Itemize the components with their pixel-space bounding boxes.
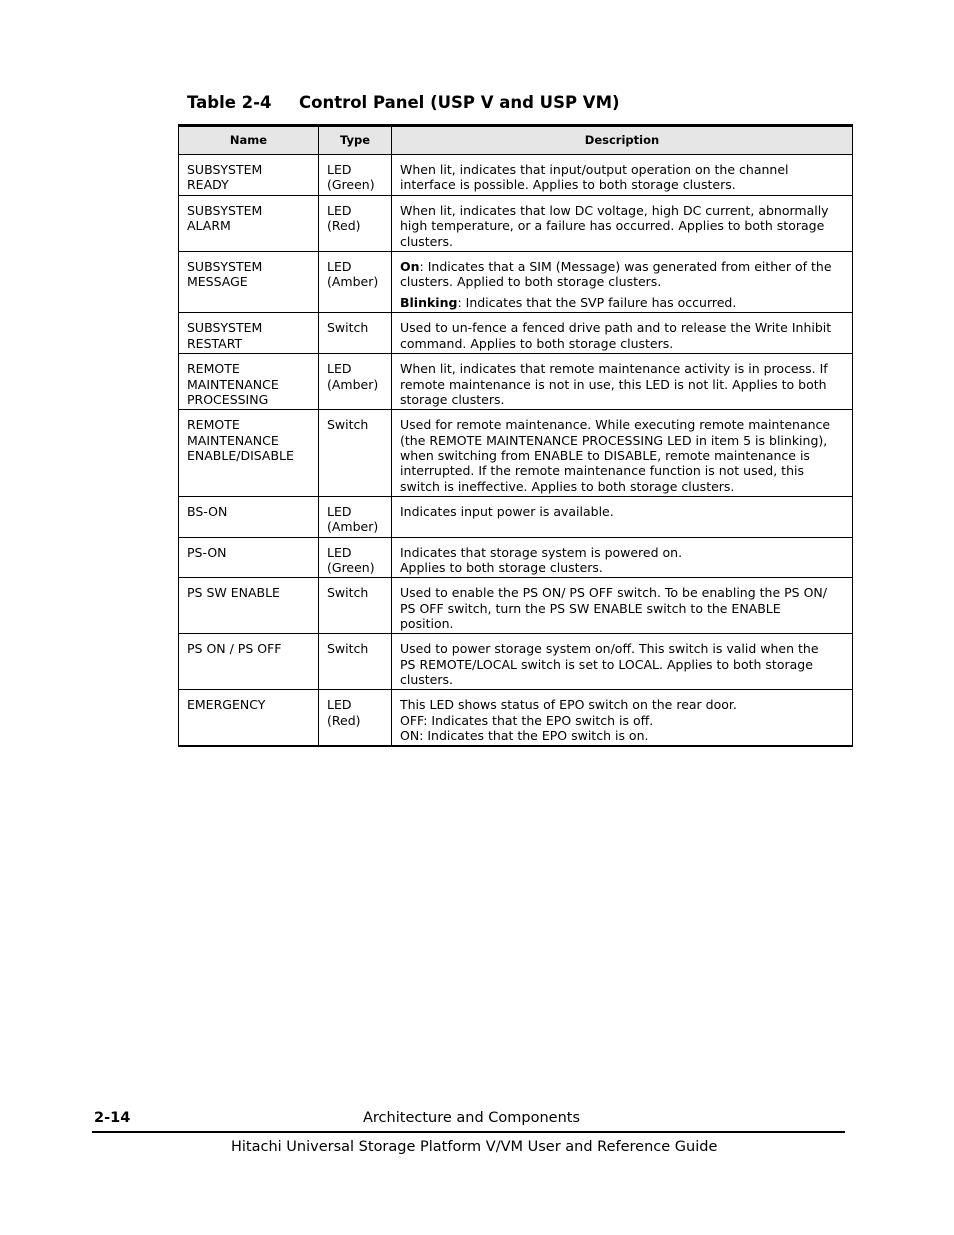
description-text: This LED shows status of EPO switch on the rear door. xyxy=(400,697,737,713)
description-line xyxy=(400,162,844,177)
table-body xyxy=(179,155,853,747)
name-line: SUBSYSTEM xyxy=(187,320,263,336)
description-text: interface is possible. Applies to both storage clusters. xyxy=(400,177,736,193)
type-line: Switch xyxy=(327,417,369,433)
cell-name xyxy=(179,578,319,634)
name-line: PROCESSING xyxy=(187,391,269,407)
description-text: high temperature, or a failure has occurred. Applies to both storage xyxy=(400,218,825,234)
cell-type xyxy=(319,354,392,410)
table-number: Table 2-4 xyxy=(187,93,272,112)
description-text: Applies to both storage clusters. xyxy=(400,560,603,576)
table-row xyxy=(179,496,853,537)
column-header-type: Type xyxy=(319,126,392,155)
name-line: MAINTENANCE xyxy=(187,432,279,448)
cell-name xyxy=(179,690,319,746)
name-line: SUBSYSTEM xyxy=(187,203,263,218)
description-text: Indicates that storage system is powered on. xyxy=(400,544,683,560)
name-line: BS-ON xyxy=(187,503,228,519)
description-line xyxy=(400,672,844,687)
type-line: Switch xyxy=(327,641,369,657)
cell-name xyxy=(179,196,319,252)
table-row xyxy=(179,578,853,634)
type-line: (Amber) xyxy=(327,274,379,290)
description-line xyxy=(400,203,844,218)
control-panel-table xyxy=(178,124,853,747)
type-line: (Green) xyxy=(327,560,375,576)
description-text: ON: Indicates that the EPO switch is on. xyxy=(400,728,649,744)
cell-name xyxy=(179,313,319,354)
column-header-name: Name xyxy=(179,126,319,155)
cell-description xyxy=(392,313,853,354)
cell-type xyxy=(319,537,392,578)
type-line: (Amber) xyxy=(327,376,379,392)
name-line: SUBSYSTEM xyxy=(187,259,263,274)
name-line: RESTART xyxy=(187,335,243,351)
description-text: clusters. Applied to both storage clusters. xyxy=(400,274,662,290)
description-line xyxy=(400,585,844,600)
description-paragraph xyxy=(400,295,844,310)
description-text: clusters. xyxy=(400,672,453,688)
type-line: LED xyxy=(327,544,352,560)
type-line: (Amber) xyxy=(327,519,379,535)
description-paragraph xyxy=(400,361,844,407)
name-line: PS SW ENABLE xyxy=(187,585,280,601)
name-line: MAINTENANCE xyxy=(187,376,279,392)
description-text: position. xyxy=(400,616,454,632)
description-text: Used to enable the PS ON/ PS OFF switch. To be enabling the PS ON/ xyxy=(400,585,827,601)
cell-type xyxy=(319,410,392,496)
table-row xyxy=(179,313,853,354)
cell-description xyxy=(392,578,853,634)
description-text: interrupted. If the remote maintenance function is not used, this xyxy=(400,463,804,479)
table-row xyxy=(179,690,853,746)
type-line: LED xyxy=(327,503,352,519)
description-text: (the REMOTE MAINTENANCE PROCESSING LED in item 5 is blinking), xyxy=(400,432,828,448)
description-term: On xyxy=(400,259,420,274)
type-line: (Green) xyxy=(327,177,375,193)
cell-description xyxy=(392,634,853,690)
cell-name xyxy=(179,410,319,496)
name-line: PS-ON xyxy=(187,544,227,560)
name-line: SUBSYSTEM xyxy=(187,162,263,177)
cell-name xyxy=(179,496,319,537)
description-paragraph xyxy=(400,545,844,576)
table-row xyxy=(179,155,853,196)
description-text: when switching from ENABLE to DISABLE, remote maintenance is xyxy=(400,447,810,463)
description-line xyxy=(400,697,844,712)
cell-description xyxy=(392,196,853,252)
cell-type xyxy=(319,634,392,690)
description-text: switch is ineffective. Applies to both storage clusters. xyxy=(400,478,735,494)
description-text: When lit, indicates that remote maintenance activity is in process. If xyxy=(400,361,828,377)
cell-type xyxy=(319,196,392,252)
description-paragraph xyxy=(400,697,844,743)
table-row xyxy=(179,410,853,496)
description-text: Used to power storage system on/off. This switch is valid when the xyxy=(400,641,819,657)
description-text: PS REMOTE/LOCAL switch is set to LOCAL. Applies to both storage xyxy=(400,656,813,672)
table-row xyxy=(179,252,853,313)
table-row xyxy=(179,537,853,578)
description-text: When lit, indicates that low DC voltage, high DC current, abnormally xyxy=(400,203,829,218)
description-line xyxy=(400,274,844,289)
cell-type xyxy=(319,496,392,537)
description-line xyxy=(400,616,844,631)
description-line xyxy=(400,259,844,274)
cell-name xyxy=(179,537,319,578)
table-title: Control Panel (USP V and USP VM) xyxy=(299,93,620,112)
table-caption xyxy=(187,93,620,113)
description-text: Used to un-fence a fenced drive path and to release the Write Inhibit xyxy=(400,320,832,336)
description-term: Blinking xyxy=(400,295,458,311)
cell-description xyxy=(392,410,853,496)
description-line xyxy=(400,234,844,249)
description-paragraph xyxy=(400,585,844,631)
description-text: When lit, indicates that input/output operation on the channel xyxy=(400,162,789,177)
description-line xyxy=(400,601,844,616)
description-line xyxy=(400,336,844,351)
table-row xyxy=(179,196,853,252)
description-line xyxy=(400,448,844,463)
cell-description xyxy=(392,252,853,313)
table-row xyxy=(179,354,853,410)
cell-description xyxy=(392,690,853,746)
description-line xyxy=(400,377,844,392)
description-line xyxy=(400,728,844,743)
description-text: : Indicates that a SIM (Message) was generated from either of the xyxy=(419,259,832,274)
type-line: Switch xyxy=(327,585,369,601)
description-line xyxy=(400,657,844,672)
cell-type xyxy=(319,313,392,354)
name-line: MESSAGE xyxy=(187,274,248,290)
description-line xyxy=(400,295,844,310)
cell-name xyxy=(179,634,319,690)
description-paragraph xyxy=(400,162,844,193)
description-text: Indicates input power is available. xyxy=(400,503,614,519)
description-line xyxy=(400,479,844,494)
type-line: (Red) xyxy=(327,712,361,728)
cell-type xyxy=(319,155,392,196)
description-paragraph xyxy=(400,641,844,687)
description-paragraph xyxy=(400,259,844,290)
name-line: REMOTE xyxy=(187,361,240,377)
cell-description xyxy=(392,155,853,196)
page-number: 2-14 xyxy=(94,1110,131,1126)
description-line xyxy=(400,417,844,432)
description-line xyxy=(400,641,844,656)
column-header-description: Description xyxy=(392,126,853,155)
name-line: EMERGENCY xyxy=(187,697,266,713)
cell-name xyxy=(179,155,319,196)
description-line xyxy=(400,713,844,728)
section-name: Architecture and Components xyxy=(363,1110,581,1126)
description-line xyxy=(400,545,844,560)
table-row xyxy=(179,634,853,690)
type-line: LED xyxy=(327,203,352,218)
description-paragraph xyxy=(400,320,844,351)
description-text: PS OFF switch, turn the PS SW ENABLE switch to the ENABLE xyxy=(400,600,781,616)
cell-name xyxy=(179,252,319,313)
type-line: LED xyxy=(327,697,352,713)
description-paragraph xyxy=(400,417,844,493)
description-line xyxy=(400,218,844,233)
description-text: OFF: Indicates that the EPO switch is off. xyxy=(400,712,654,728)
name-line: ALARM xyxy=(187,218,231,234)
book-title: Hitachi Universal Storage Platform V/VM User and Reference Guide xyxy=(231,1139,718,1155)
description-text: : Indicates that the SVP failure has occurred. xyxy=(457,295,737,311)
cell-description xyxy=(392,537,853,578)
type-line: LED xyxy=(327,361,352,377)
description-line xyxy=(400,320,844,335)
table-header-row xyxy=(179,126,853,155)
cell-type xyxy=(319,578,392,634)
cell-description xyxy=(392,496,853,537)
name-line: READY xyxy=(187,177,229,193)
name-line: ENABLE/DISABLE xyxy=(187,447,294,463)
description-text: clusters. xyxy=(400,233,453,249)
name-line: REMOTE xyxy=(187,417,240,433)
type-line: LED xyxy=(327,259,352,274)
description-text: command. Applies to both storage clusters. xyxy=(400,335,674,351)
cell-type xyxy=(319,252,392,313)
description-line xyxy=(400,463,844,478)
name-line: PS ON / PS OFF xyxy=(187,641,282,657)
description-text: storage clusters. xyxy=(400,391,505,407)
cell-description xyxy=(392,354,853,410)
cell-name xyxy=(179,354,319,410)
description-text: Used for remote maintenance. While executing remote maintenance xyxy=(400,417,831,433)
description-paragraph xyxy=(400,203,844,249)
description-line xyxy=(400,560,844,575)
description-line xyxy=(400,392,844,407)
description-line xyxy=(400,361,844,376)
type-line: (Red) xyxy=(327,218,361,234)
cell-type xyxy=(319,690,392,746)
description-text: remote maintenance is not in use, this LED is not lit. Applies to both xyxy=(400,376,827,392)
footer-divider xyxy=(92,1131,845,1133)
type-line: Switch xyxy=(327,320,369,336)
description-line xyxy=(400,177,844,192)
type-line: LED xyxy=(327,162,352,177)
description-paragraph xyxy=(400,504,844,519)
description-line xyxy=(400,504,844,519)
description-line xyxy=(400,433,844,448)
